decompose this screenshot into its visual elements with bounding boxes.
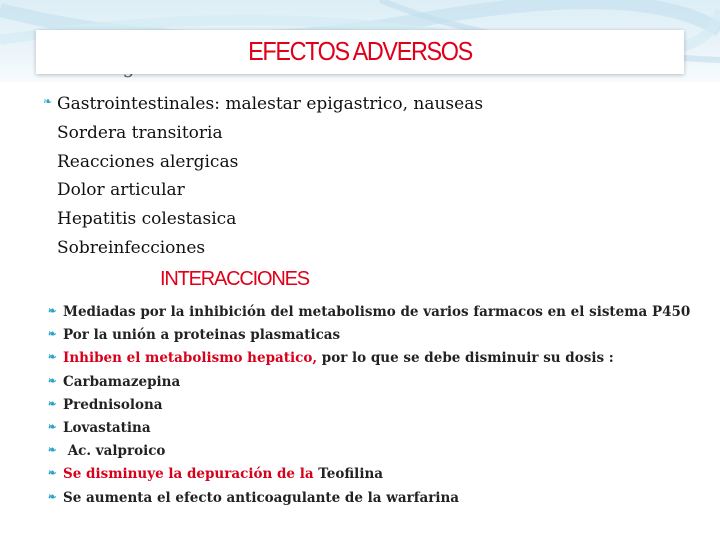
item-text: Prednisolona <box>63 396 163 413</box>
bullet-icon: ❧ <box>48 421 57 433</box>
item-text: Por la unión a proteinas plasmaticas <box>63 327 341 344</box>
item-red-text: Se disminuye la depuración de la <box>63 466 319 483</box>
list-item <box>43 234 720 263</box>
list-item <box>48 417 720 440</box>
bullet-icon: ❧ <box>48 491 57 503</box>
item-text: Mediadas por la inhibición del metabolismo de varios farmacos en el sistema P450 <box>63 304 691 321</box>
list-item <box>48 347 720 370</box>
item-text: Ac. valproico <box>63 443 166 460</box>
list-item <box>43 119 720 148</box>
list-item <box>48 301 720 324</box>
list-item <box>43 205 720 234</box>
list-item <box>48 394 720 417</box>
item-text: Lovastatina <box>63 420 151 437</box>
list-item <box>48 440 720 463</box>
bullet-icon: ❧ <box>48 352 57 364</box>
interactions-list <box>48 301 720 510</box>
item-red-text: Inhiben el metabolismo hepatico, <box>63 350 318 367</box>
list-item <box>43 148 720 177</box>
bullet-icon: ❧ <box>48 398 57 410</box>
item-text: Dolor articular <box>57 180 185 201</box>
bullet-icon: ❧ <box>48 306 57 317</box>
page-title: EFECTOS ADVERSOS <box>248 36 472 66</box>
list-item <box>48 324 720 347</box>
item-text: por lo que se debe disminuir su dosis : <box>317 350 614 367</box>
item-text: Hepatitis colestasica <box>57 209 237 230</box>
item-label: Gastrointestinales <box>57 94 215 114</box>
adverse-effects-list <box>43 90 720 263</box>
item-text: : malestar epigastrico, nauseas <box>214 94 484 114</box>
title-box <box>36 30 684 74</box>
item-text: Se aumenta el efecto anticoagulante de la warfarina <box>63 489 460 506</box>
bullet-icon: ❧ <box>48 375 57 387</box>
item-text: Carbamazepina <box>63 373 181 390</box>
item-text: Sordera transitoria <box>57 122 223 143</box>
list-item <box>48 487 720 510</box>
interactions-heading: INTERACCIONES <box>160 268 309 290</box>
bullet-icon: ❧ <box>43 95 53 109</box>
item-text: Teofilina <box>318 466 384 483</box>
item-text: Reacciones alergicas <box>57 151 239 172</box>
list-item <box>43 176 720 205</box>
bullet-icon: ❧ <box>48 468 57 480</box>
bullet-icon: ❧ <box>48 445 57 457</box>
list-item <box>48 371 720 394</box>
list-item <box>48 463 720 486</box>
bullet-icon: ❧ <box>48 329 57 341</box>
item-text: Sobreinfecciones <box>57 237 206 258</box>
list-item <box>43 90 720 119</box>
